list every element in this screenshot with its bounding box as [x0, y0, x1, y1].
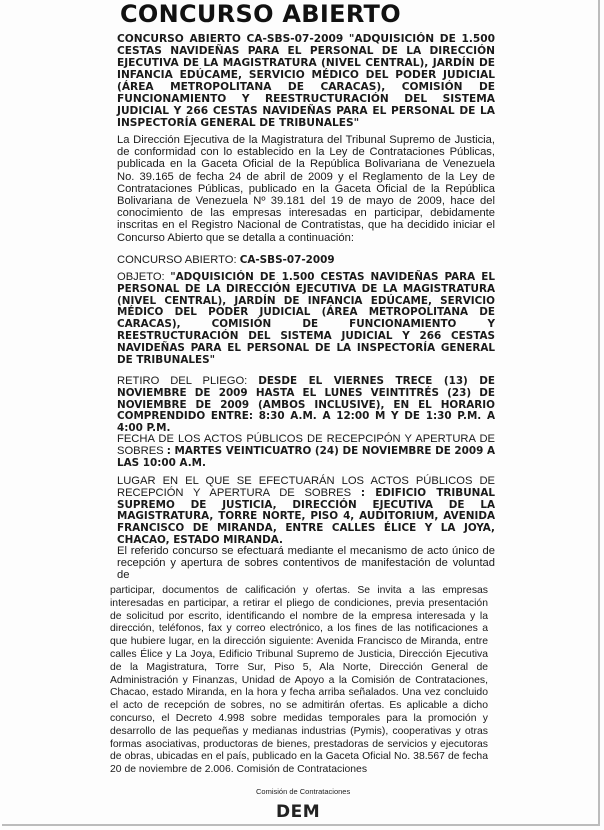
objeto-value: "ADQUISICIÓN DE 1.500 CESTAS NAVIDEÑAS PARA EL PERSONAL DE LA DIRECCIÓN EJECUTIVA DE LA MAGISTRATURA (NIVEL CENTRAL), JARDÍN DE INFANCIA EDÚCAME, SERVICIO MÉDICO DEL PODER JUDICIAL (ÁREA METROPOLITANA DE CARACAS), COMISIÓN DE FUNCIONAMIENTO Y REESTRUCTURACIÓN DEL SISTEMA JUDICIAL Y 266 CESTAS NAVIDEÑAS PARA EL PERSONAL DE LA INSPECTORÍA GENERAL DE TRIBUNALES": [117, 271, 495, 366]
retiro-value: DESDE EL VIERNES TRECE (13) DE NOVIEMBRE DE 2009 HASTA EL LUNES VEINTITRÉS (23) DE NOVIEMBRE DE 2009 (AMBOS INCLUSIVE), EN EL HORARIO COMPRENDIDO ENTRE: 8:30 A.M. A 12:00 M Y DE 1:30 P.M. A 4:00 P.M.: [117, 375, 495, 435]
concurso-line: [117, 254, 495, 266]
lugar-paragraph: [117, 476, 495, 547]
lugar-label: LUGAR EN EL QUE SE EFECTUARÁN LOS ACTOS PÚBLICOS DE RECEPCIÓN Y APERTURA DE SOBRES: [117, 475, 495, 499]
footer-commission-label: Comisión de Contrataciones: [256, 787, 351, 796]
retiro-label: RETIRO DEL PLIEGO:: [117, 375, 259, 387]
objeto-paragraph: [117, 272, 495, 366]
tender-header: CONCURSO ABIERTO CA-SBS-07-2009 "ADQUISICIÓN DE 1.500 CESTAS NAVIDEÑAS PARA EL PERSONAL DE LA DIRECCIÓN EJECUTIVA DE LA MAGISTRATURA (NIVEL CENTRAL), JARDÍN DE INFANCIA EDÚCAME, SERVICIO MÉDICO DEL PODER JUDICIAL (ÁREA METROPOLITANA DE CARACAS), COMISIÓN DE FUNCIONAMIENTO Y REESTRUCTURACIÓN DEL SISTEMA JUDICIAL Y 266 CESTAS NAVIDEÑAS PARA EL PERSONAL DE LA INSPECTORÍA GENERAL DE TRIBUNALES": [117, 33, 495, 129]
concurso-code: CA-SBS-07-2009: [239, 254, 335, 266]
fecha-label: FECHA DE LOS ACTOS PÚBLICOS DE RECEPCIPÓN Y APERTURA DE SOBRES: [117, 433, 495, 457]
concurso-label: CONCURSO ABIERTO:: [117, 254, 240, 266]
page-title: CONCURSO ABIERTO: [120, 0, 401, 28]
continuation-paragraph: participar, documentos de calificación y ofertas. Se invita a las empresas interesadas en participar, a retirar el pliego de condiciones, previa presentación de solicitud por escrito, identificando el nombre de la empresa interesada y la dirección, teléfonos, fax y correo electrónico, a los fines de las notificaciones a que hubiere lugar, en la dirección siguiente: Avenida Francisco de Miranda, entre calles Élice y La Joya, Edificio Tribunal Supremo de Justicia, Dirección Ejecutiva de la Magistratura, Torre Sur, Piso 5, Ala Norte, Dirección General de Administración y Finanzas, Unidad de Apoyo a la Comisión de Contrataciones, Chacao, estado Miranda, en la hora y fecha arriba señalados. Una vez concluido el acto de recepción de sobres, no se admitirán ofertas. Es aplicable a dicho concurso, el Decreto 4.998 sobre medidas temporales para la promoción y desarrollo de las pequeñas y medianas industrias (Pymis), cooperativas y otras formas asociativas, productoras de bienes, prestadoras de servicios y ejecutoras de obras, ubicadas en el país, publicado en la Gaceta Oficial No. 38.567 de fecha 20 de noviembre de 2.006. Comisión de Contrataciones: [110, 585, 488, 776]
dem-logo: DEM: [276, 802, 321, 822]
intro-paragraph: La Dirección Ejecutiva de la Magistratura del Tribunal Supremo de Justicia, de conformidad con lo establecido en la Ley de Contrataciones Públicas, publicada en la Gaceta Oficial de la República Bolivariana de Venezuela No. 39.165 de fecha 24 de abril de 2009 y el Reglamento de la Ley de Contrataciones Públicas, publicado en la Gaceta Oficial de la República Bolivariana de Venezuela Nº 39.181 del 19 de mayo de 2009, hace del conocimiento de las empresas interesadas en participar, debidamente inscritas en el Registro Nacional de Contratistas, que ha decidido iniciar el Concurso Abierto que se detalla a continuación:: [117, 134, 495, 244]
fecha-value: : MARTES VEINTICUATRO (24) DE NOVIEMBRE DE 2009 A LAS 10:00 A.M.: [117, 444, 495, 469]
fecha-paragraph: [117, 434, 495, 469]
referido-paragraph: El referido concurso se efectuará mediante el mecanismo de acto único de recepción y apertura de sobres contentivos de manifestación de voluntad de: [117, 545, 495, 582]
lugar-value: : EDIFICIO TRIBUNAL SUPREMO DE JUSTICIA, DIRECCIÓN EJECUTIVA DE LA MAGISTRATURA, TORRE NORTE, PISO 4, AUDITORIUM, AVENIDA FRANCISCO DE MIRANDA, ENTRE CALLES ÉLICE Y LA JOYA, CHACAO, ESTADO MIRANDA.: [117, 486, 495, 546]
retiro-paragraph: [117, 376, 495, 435]
objeto-label: OBJETO:: [117, 271, 171, 283]
